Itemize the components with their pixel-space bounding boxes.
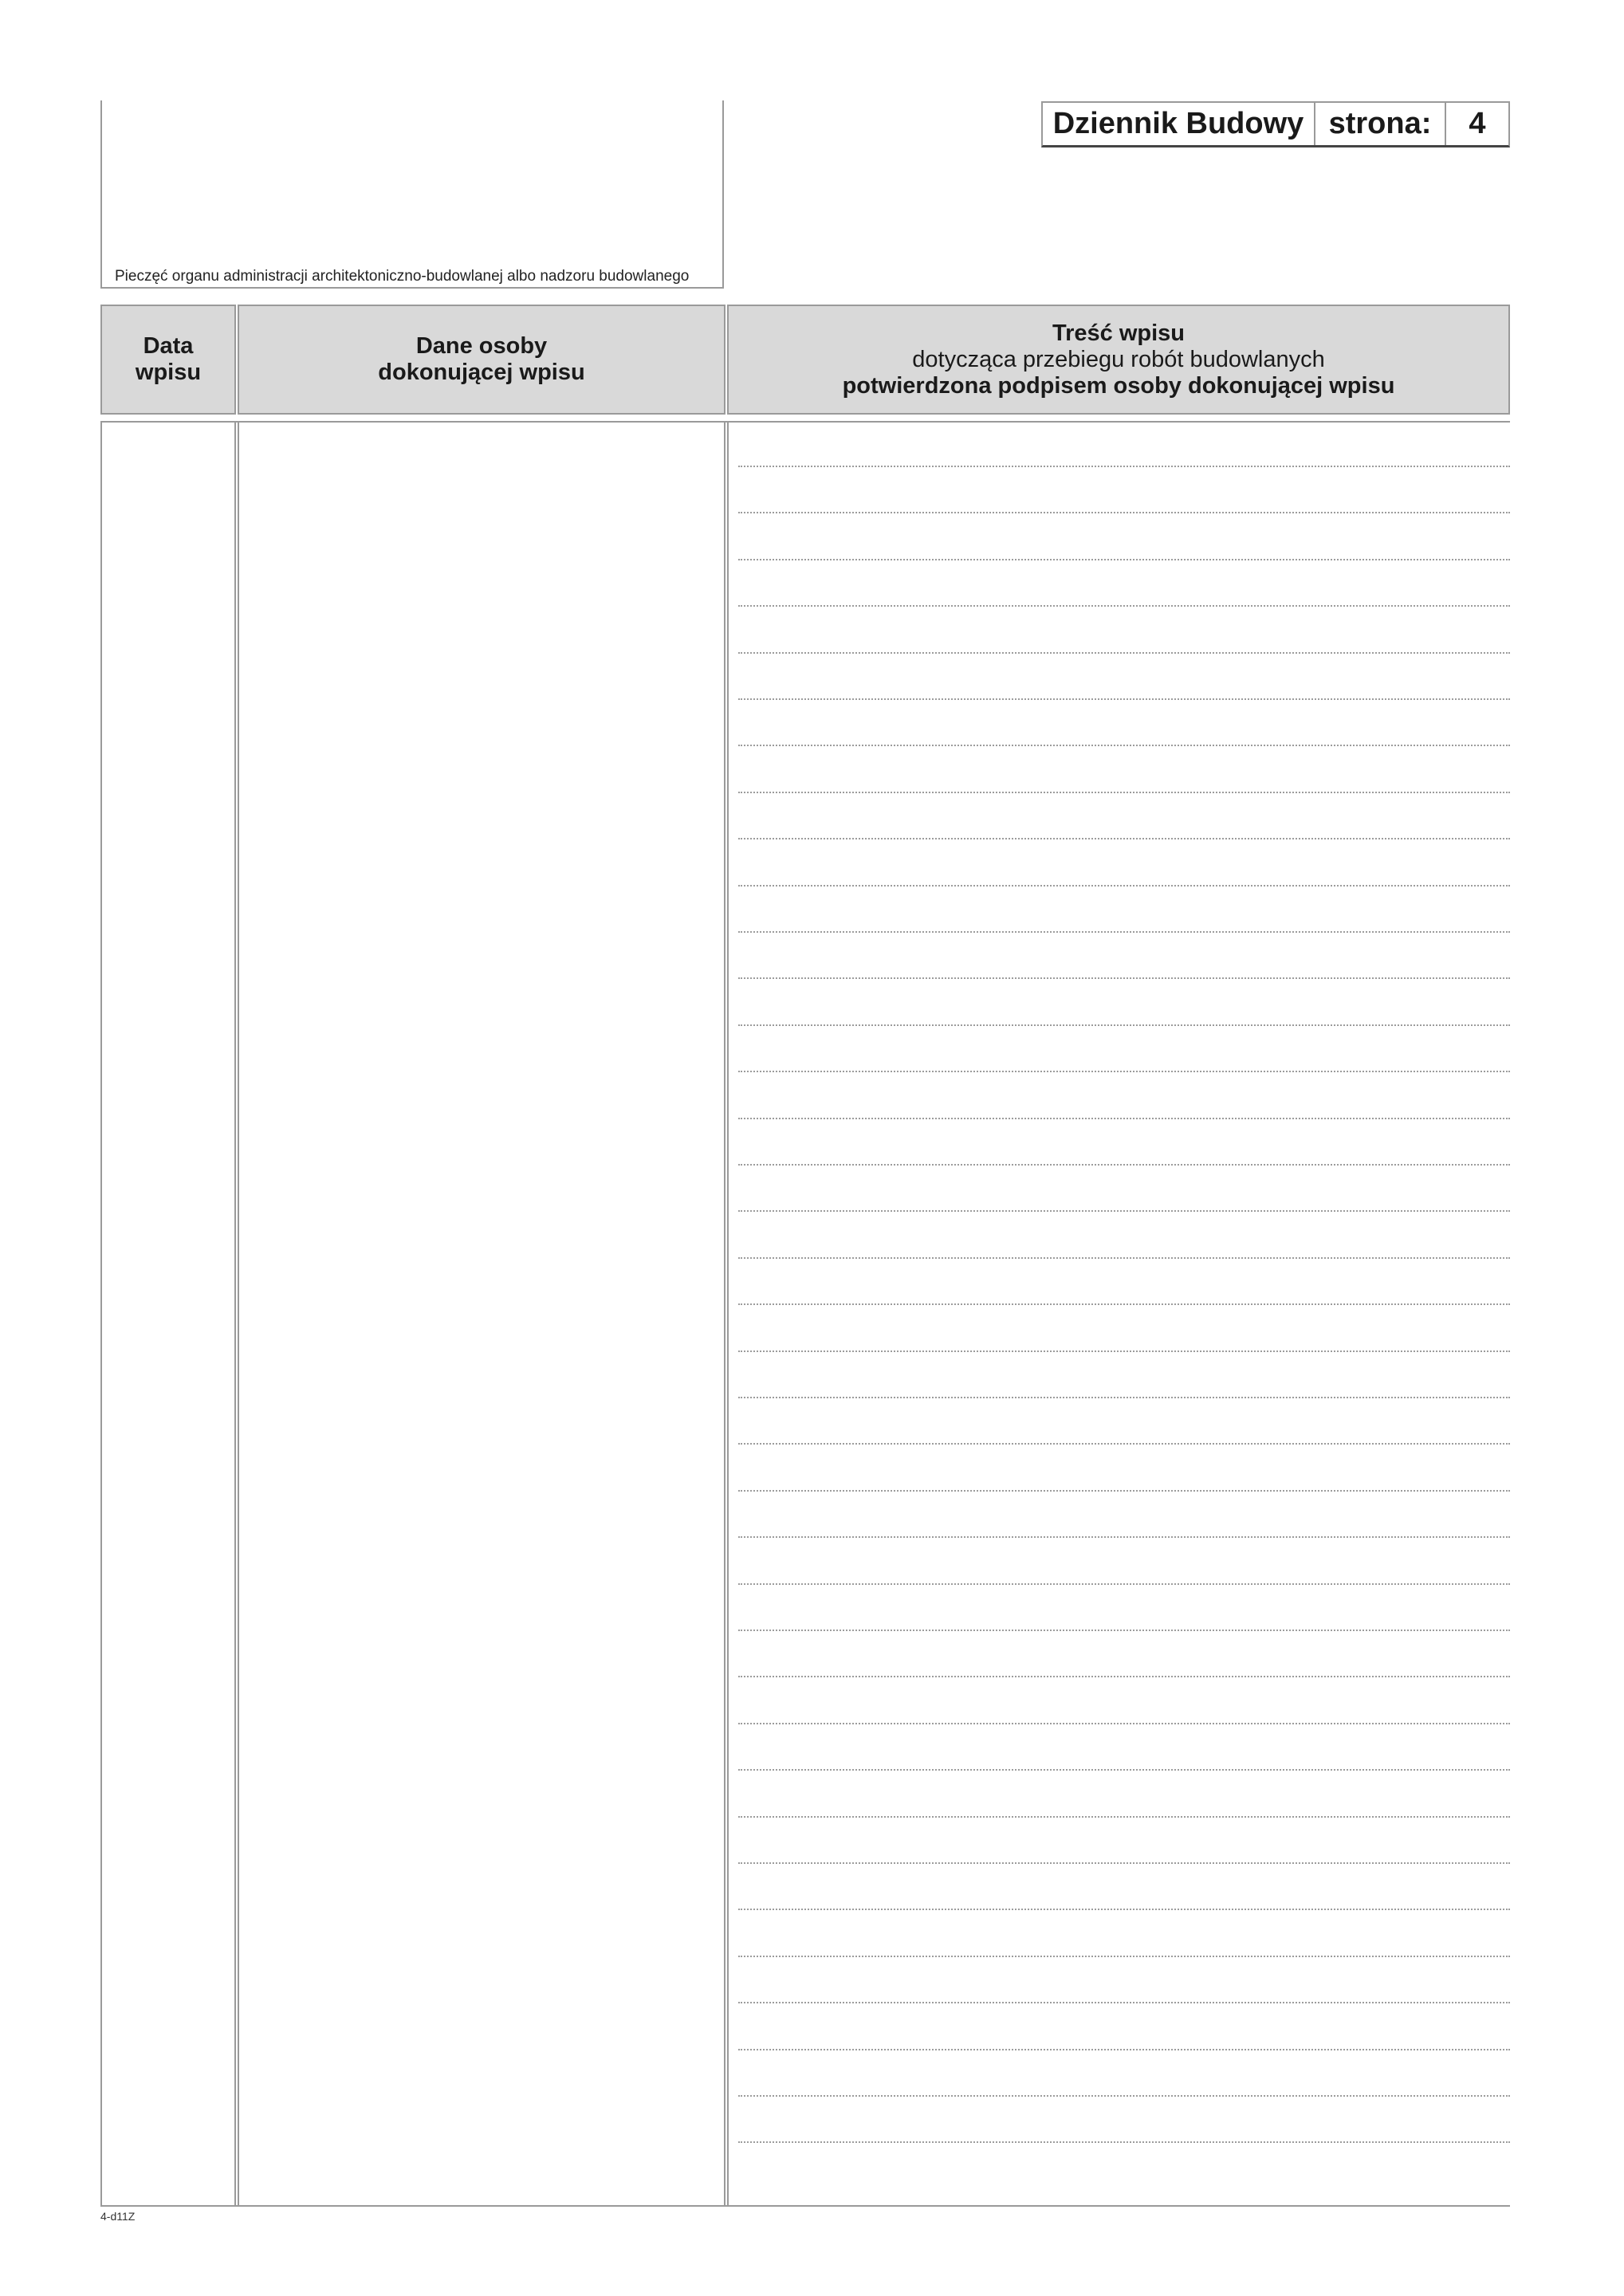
dotted-writing-line bbox=[738, 1164, 1510, 1166]
dotted-writing-line bbox=[738, 605, 1510, 607]
column-header-content bbox=[727, 305, 1510, 415]
date-entry-column[interactable] bbox=[100, 423, 236, 2205]
dotted-writing-line bbox=[738, 1443, 1510, 1445]
dotted-writing-line bbox=[738, 745, 1510, 746]
page-label: strona: bbox=[1314, 103, 1445, 145]
column-header-person bbox=[238, 305, 725, 415]
dotted-writing-line bbox=[738, 1303, 1510, 1305]
form-code: 4-d11Z bbox=[100, 2210, 136, 2223]
dotted-writing-line bbox=[738, 1583, 1510, 1585]
page-number: 4 bbox=[1445, 103, 1508, 145]
dotted-writing-line bbox=[738, 559, 1510, 560]
dotted-writing-line bbox=[738, 1397, 1510, 1398]
content-entry-column[interactable] bbox=[727, 423, 1510, 2205]
dotted-writing-line bbox=[738, 838, 1510, 839]
dotted-writing-line bbox=[738, 1723, 1510, 1724]
column-header-person-line2: dokonującej wpisu bbox=[378, 360, 585, 385]
column-header-date-line1: Data bbox=[143, 333, 194, 359]
dotted-writing-line bbox=[738, 652, 1510, 654]
dotted-writing-line bbox=[738, 1630, 1510, 1631]
dotted-writing-line bbox=[738, 1024, 1510, 1026]
column-header-date bbox=[100, 305, 236, 415]
dotted-writing-line bbox=[738, 1490, 1510, 1492]
dotted-writing-line bbox=[738, 1956, 1510, 1957]
dotted-writing-line bbox=[738, 1909, 1510, 1910]
dotted-writing-line bbox=[738, 1118, 1510, 1119]
dotted-writing-line bbox=[738, 1350, 1510, 1352]
dotted-writing-line bbox=[738, 792, 1510, 793]
dotted-writing-line bbox=[738, 512, 1510, 513]
dotted-writing-line bbox=[738, 1862, 1510, 1864]
dotted-writing-line bbox=[738, 931, 1510, 933]
dotted-writing-line bbox=[738, 2141, 1510, 2143]
column-header-person-line1: Dane osoby bbox=[415, 333, 548, 359]
document-title: Dziennik Budowy bbox=[1052, 107, 1304, 140]
dotted-writing-line bbox=[738, 1257, 1510, 1259]
column-header-content-line3: potwierdzona podpisem osoby dokonującej wpisu bbox=[842, 372, 1395, 399]
stamp-caption: Pieczęć organu administracji architektoniczno-budowlanej albo nadzoru budowlanego bbox=[115, 268, 690, 285]
dotted-writing-line bbox=[738, 2049, 1510, 2050]
column-header-content-line1: Treść wpisu bbox=[1052, 320, 1185, 346]
dotted-writing-line bbox=[738, 977, 1510, 979]
dotted-writing-line bbox=[738, 1536, 1510, 1538]
table-body-bottom-rule bbox=[100, 2205, 1510, 2207]
dotted-writing-line bbox=[738, 1210, 1510, 1212]
dotted-writing-line bbox=[738, 1676, 1510, 1677]
column-header-date-line2: wpisu bbox=[135, 360, 202, 385]
dotted-writing-line bbox=[738, 2002, 1510, 2003]
dotted-writing-line bbox=[738, 698, 1510, 700]
dotted-writing-line bbox=[738, 885, 1510, 887]
title-block bbox=[1041, 101, 1510, 147]
dotted-writing-line bbox=[738, 1769, 1510, 1771]
column-header-content-line2: dotycząca przebiegu robót budowlanych bbox=[912, 346, 1325, 372]
dotted-writing-line bbox=[738, 2095, 1510, 2097]
person-entry-column[interactable] bbox=[238, 423, 725, 2205]
dotted-writing-line bbox=[738, 466, 1510, 467]
dotted-writing-line bbox=[738, 1071, 1510, 1072]
stamp-area bbox=[100, 100, 724, 289]
dotted-writing-line bbox=[738, 1816, 1510, 1818]
